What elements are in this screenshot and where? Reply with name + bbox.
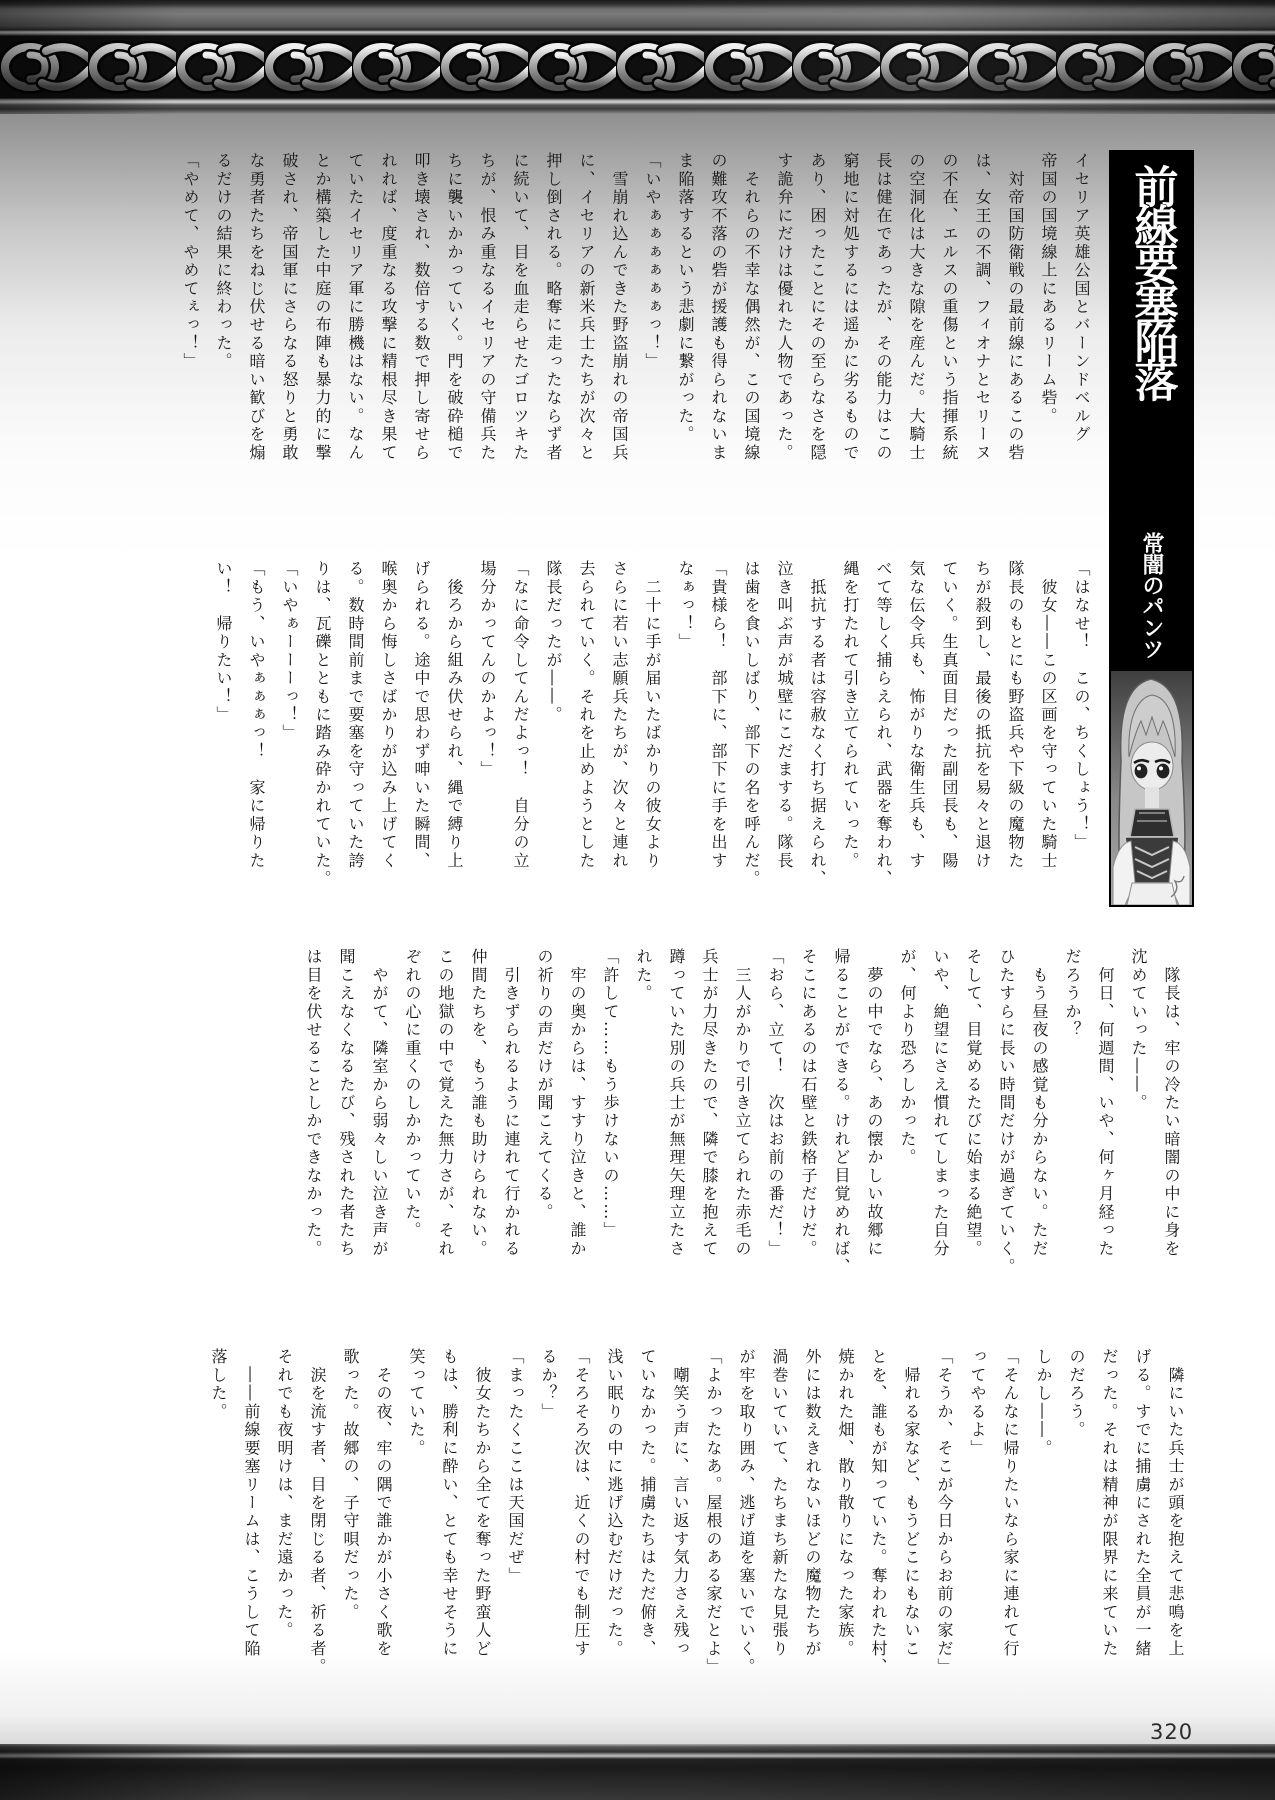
text-column: とか構築した中庭の布陣も暴力的に撃 bbox=[313, 152, 332, 463]
text-column: そして、目覚めるたびに始まる絶望。 bbox=[964, 948, 983, 1259]
text-column: 「そうか、そこが今日からお前の家だ」 bbox=[935, 1348, 954, 1677]
text-column: 三人がかりで引き立てられた赤毛の bbox=[733, 948, 752, 1259]
text-column: もは、勝利に酔い、とても幸せそうに bbox=[440, 1348, 459, 1659]
text-column: 去られていく。それを止めようとした bbox=[577, 560, 596, 871]
text-column: 聞こえなくなるたび、残された者たち bbox=[337, 948, 356, 1259]
text-column: 抵抗する者は容赦なく打ち据えられ、 bbox=[808, 560, 827, 889]
text-column: 引きずられるように連れて行かれる bbox=[502, 948, 521, 1259]
text-column: の祈りの声だけが聞こえてくる。 bbox=[535, 948, 554, 1222]
text-column: 「よかったなあ。屋根のある家だとよ」 bbox=[704, 1348, 723, 1677]
text-column: が、何より恐ろしかった。 bbox=[898, 948, 917, 1167]
text-column: 「そろそろ次は、近くの村でも制圧す bbox=[572, 1348, 591, 1659]
text-column: の難攻不落の砦が援護も得られないま bbox=[709, 152, 728, 463]
text-column: なぁっ！」 bbox=[676, 560, 695, 652]
text-column: 彼女たちから全てを奪った野蛮人ど bbox=[473, 1348, 492, 1659]
decorative-bottom-bar bbox=[0, 1744, 1275, 1800]
text-column: 「おら、立て！ 次はお前の番だ！」 bbox=[766, 948, 785, 1259]
text-column: 牢の奥からは、すすり泣きと、誰か bbox=[568, 948, 587, 1259]
decorative-top-border bbox=[0, 0, 1275, 114]
text-column: ってやるよ」 bbox=[968, 1348, 987, 1458]
text-column: ていく。生真面目だった副団長も、陽 bbox=[940, 560, 959, 871]
text-band-4 bbox=[140, 1348, 1192, 1706]
text-column: ていなかった。捕虜たちはただ俯き、 bbox=[638, 1348, 657, 1659]
text-column: いや、絶望にさえ慣れてしまった自分 bbox=[931, 948, 950, 1259]
text-column: 笑っていた。 bbox=[407, 1348, 426, 1458]
text-column: それでも夜明けは、まだ遠かった。 bbox=[275, 1348, 294, 1640]
text-column: 何日、何週間、いや、何ヶ月経った bbox=[1096, 948, 1115, 1259]
text-column: げられる。途中で思わず呻いた瞬間、 bbox=[412, 560, 431, 871]
text-column: その夜、牢の隅で誰かが小さく歌を bbox=[374, 1348, 393, 1659]
text-column: しかし――。 bbox=[1034, 1348, 1053, 1458]
text-band-2 bbox=[140, 560, 1098, 912]
text-column: ちが、恨み重なるイセリアの守備兵た bbox=[478, 152, 497, 463]
text-column: 帝国の国境線上にあるリーム砦。 bbox=[1039, 152, 1058, 426]
text-column: ぞれの心に重くのしかかっていた。 bbox=[403, 948, 422, 1240]
text-column: もう昼夜の感覚も分からない。ただ bbox=[1030, 948, 1049, 1259]
text-column: 「もう、いやぁぁぁっ！ 家に帰りた bbox=[247, 560, 266, 871]
celtic-knot-pattern bbox=[0, 36, 1275, 98]
text-column: とを、誰もが知っていた。奪われた村、 bbox=[869, 1348, 888, 1677]
text-column: 縄を打たれて引き立てられていった。 bbox=[841, 560, 860, 871]
text-column: は、女王の不調、フィオナとセリーヌ bbox=[973, 152, 992, 463]
text-column: ま陥落するという悲劇に繋がった。 bbox=[676, 152, 695, 444]
text-column: 浅い眠りの中に逃げ込むだけだった。 bbox=[605, 1348, 624, 1659]
title-banner bbox=[1109, 150, 1194, 907]
text-column: 喉奥から悔しさばかりが込み上げてく bbox=[379, 560, 398, 871]
text-column: だった。それは精神が限界に来ていた bbox=[1100, 1348, 1119, 1659]
text-column: 「やめて、やめてぇっ！」 bbox=[181, 152, 200, 371]
text-column: さらに若い志願兵たちが、次々と連れ bbox=[610, 560, 629, 871]
text-column: 嘲笑う声に、言い返す気力さえ残っ bbox=[671, 1348, 690, 1659]
text-column: イセリア英雄公国とバーンドベルグ bbox=[1072, 152, 1091, 444]
text-column: りは、瓦礫とともに踏み砕かれていた。 bbox=[313, 560, 332, 889]
page-number: 320 bbox=[1150, 1720, 1194, 1744]
text-column: 焼かれた畑、散り散りになった家族。 bbox=[836, 1348, 855, 1659]
text-column: 隊長は、牢の冷たい暗闇の中に身を bbox=[1162, 948, 1181, 1259]
text-column: だろうか？ bbox=[1063, 948, 1082, 1040]
text-column: 対帝国防衛戦の最前線にあるこの砦 bbox=[1006, 152, 1025, 463]
text-column: ――前線要塞リームは、こうして陥 bbox=[242, 1348, 261, 1659]
text-column: るだけの結果に終わった。 bbox=[214, 152, 233, 371]
text-column: 「許して……もう歩けないの……」 bbox=[601, 948, 620, 1240]
text-column: る。数時間前まで要塞を守っていた誇 bbox=[346, 560, 365, 871]
text-column: 彼女――この区画を守っていた騎士 bbox=[1039, 560, 1058, 871]
text-column: 外には数えきれないほどの魔物たちが bbox=[803, 1348, 822, 1659]
text-column: い！ 帰りたい！」 bbox=[214, 560, 233, 725]
text-column: 沈めていった――。 bbox=[1129, 948, 1148, 1113]
text-column: の空洞化は大きな隙を産んだ。大騎士 bbox=[907, 152, 926, 463]
text-column: れた。 bbox=[634, 948, 653, 1003]
text-column: に、イセリアの新米兵士たちが次々と bbox=[577, 152, 596, 463]
text-column: の不在、エルスの重傷という指揮系統 bbox=[940, 152, 959, 463]
text-column: 仲間たちを、もう誰も助けられない。 bbox=[469, 948, 488, 1259]
text-column: それらの不幸な偶然が、この国境線 bbox=[742, 152, 761, 463]
text-column: 気な伝令兵も、怖がりな衛生兵も、す bbox=[907, 560, 926, 871]
text-column: 帰れる家など、もうどこにもないこ bbox=[902, 1348, 921, 1659]
text-column: 涙を流す者、目を閉じる者、祈る者。 bbox=[308, 1348, 327, 1677]
text-column: べて等しく捕らえられ、武器を奪われ、 bbox=[874, 560, 893, 889]
text-column: 雪崩れ込んできた野盗崩れの帝国兵 bbox=[610, 152, 629, 463]
text-column: 押し倒される。略奪に走ったならず者 bbox=[544, 152, 563, 463]
text-column: ていたイセリア軍に勝機はない。なん bbox=[346, 152, 365, 463]
text-column: が牢を取り囲み、逃げ道を塞いでいく。 bbox=[737, 1348, 756, 1677]
text-band-3 bbox=[141, 948, 1188, 1304]
text-column: るか？」 bbox=[539, 1348, 558, 1421]
text-column: は目を伏せることしかできなかった。 bbox=[304, 948, 323, 1259]
text-column: 後ろから組み伏せられ、縄で縛り上 bbox=[445, 560, 464, 871]
text-column: 長は健在であったが、その能力はこの bbox=[874, 152, 893, 463]
text-column: 泣き叫ぶ声が城壁にこだまする。隊長 bbox=[775, 560, 794, 871]
text-column: 「貴様ら！ 部下に、部下に手を出す bbox=[709, 560, 728, 871]
text-column: 「はなせ！ この、ちくしょう！」 bbox=[1072, 560, 1091, 852]
page-title: 前線要塞陥落 bbox=[1126, 164, 1178, 397]
subtitle: 常闇のパンツ bbox=[1139, 532, 1164, 659]
text-band-1 bbox=[140, 152, 1098, 510]
text-column: 兵士が力尽きたので、隣で膝を抱えて bbox=[700, 948, 719, 1259]
text-column: やがて、隣室から弱々しい泣き声が bbox=[370, 948, 389, 1259]
text-column: ちに襲いかかっていく。門を破砕槌で bbox=[445, 152, 464, 463]
text-column: 二十に手が届いたばかりの彼女より bbox=[643, 560, 662, 871]
text-column: この地獄の中で覚えた無力さが、それ bbox=[436, 948, 455, 1259]
text-column: す詭弁にだけは優れた人物であった。 bbox=[775, 152, 794, 463]
text-column: のだろう。 bbox=[1067, 1348, 1086, 1440]
text-column: そこにあるのは石壁と鉄格子だけだ。 bbox=[799, 948, 818, 1259]
text-column: げる。すでに捕虜にされた全員が一緒 bbox=[1133, 1348, 1152, 1659]
text-column: 帰ることができる。けれど目覚めれば、 bbox=[832, 948, 851, 1277]
character-portrait bbox=[1111, 671, 1192, 905]
text-column: ちが殺到し、最後の抵抗を易々と退け bbox=[973, 560, 992, 871]
text-column: に続いて、目を血走らせたゴロツキた bbox=[511, 152, 530, 463]
text-column: 窮地に対処するには遥かに劣るもので bbox=[841, 152, 860, 463]
text-column: は歯を食いしばり、部下の名を呼んだ。 bbox=[742, 560, 761, 889]
text-column: 「まったくここは天国だぜ」 bbox=[506, 1348, 525, 1586]
text-column: 場分かってんのかよっ！」 bbox=[478, 560, 497, 779]
text-column: 渦巻いていて、たちまち新たな見張り bbox=[770, 1348, 789, 1659]
text-column: 蹲っていた別の兵士が無理矢理立たさ bbox=[667, 948, 686, 1259]
text-column: 「なに命令してんだよっ！ 自分の立 bbox=[511, 560, 530, 871]
text-column: 隊長のもとにも野盗兵や下級の魔物た bbox=[1006, 560, 1025, 871]
text-column: な勇者たちをねじ伏せる暗い歓びを煽 bbox=[247, 152, 266, 463]
text-column: 「いやぁーーーっ！」 bbox=[280, 560, 299, 743]
text-column: 落した。 bbox=[209, 1348, 228, 1421]
text-column: 「そんなに帰りたいなら家に連れて行 bbox=[1001, 1348, 1020, 1659]
text-column: 破され、帝国軍にさらなる怒りと勇敢 bbox=[280, 152, 299, 463]
text-column: あり、困ったことにその至らなさを隠 bbox=[808, 152, 827, 463]
text-column: 歌った。故郷の、子守唄だった。 bbox=[341, 1348, 360, 1622]
text-column: 叩き壊され、数倍する数で押し寄せら bbox=[412, 152, 431, 463]
text-column: 「いやぁぁぁぁぁぁっ！」 bbox=[643, 152, 662, 371]
text-column: 夢の中でなら、あの懐かしい故郷に bbox=[865, 948, 884, 1259]
text-column: れれば、度重なる攻撃に精根尽き果て bbox=[379, 152, 398, 463]
text-column: 隊長だったが――。 bbox=[544, 560, 563, 725]
text-column: 隣にいた兵士が頭を抱えて悲鳴を上 bbox=[1166, 1348, 1185, 1659]
text-column: ひたすらに長い時間だけが過ぎていく。 bbox=[997, 948, 1016, 1277]
